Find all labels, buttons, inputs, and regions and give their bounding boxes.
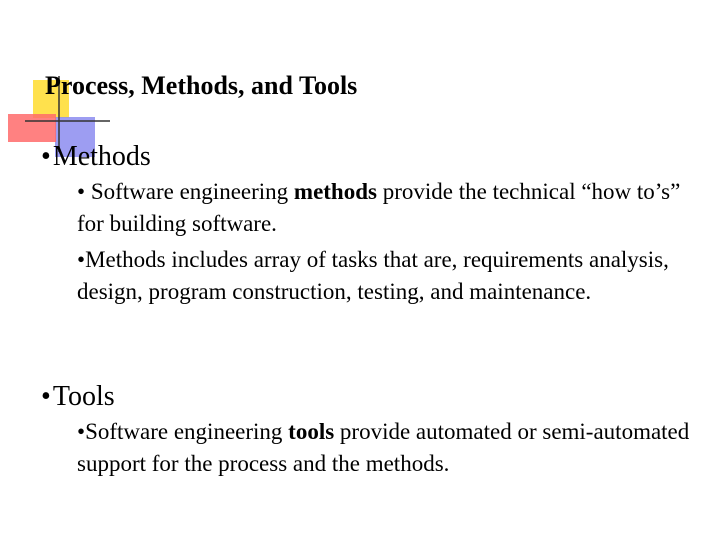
red-square [8,114,56,142]
bullet: • [41,141,51,172]
methods-item-2 [77,244,709,308]
slide-title: Process, Methods, and Tools [45,71,358,100]
methods-item-1 [77,176,709,240]
methods-item-1-after: provide the technical “how to’s” for building software. [77,179,681,236]
tools-item-1-before: Software engineering [85,419,289,444]
bullet: • [77,247,86,272]
methods-item-1-before: Software engineering [85,179,294,204]
tools-item-1-bold: tools [288,419,335,444]
tools-item-1 [77,416,709,480]
bullet: • [77,179,86,204]
methods-item-2-text: Methods includes array of tasks that are, requirements analysis, design, program construction, testing, and maintenance. [77,247,669,304]
methods-item-1-bold: methods [293,179,377,204]
methods-heading [41,140,151,174]
tools-item-1-after: provide automated or semi-automated support for the process and the methods. [77,419,690,476]
tools-heading [41,380,115,414]
tools-heading-text: Tools [52,381,115,412]
bullet: • [77,419,86,444]
bullet: • [41,381,51,412]
methods-heading-text: Methods [52,141,151,172]
